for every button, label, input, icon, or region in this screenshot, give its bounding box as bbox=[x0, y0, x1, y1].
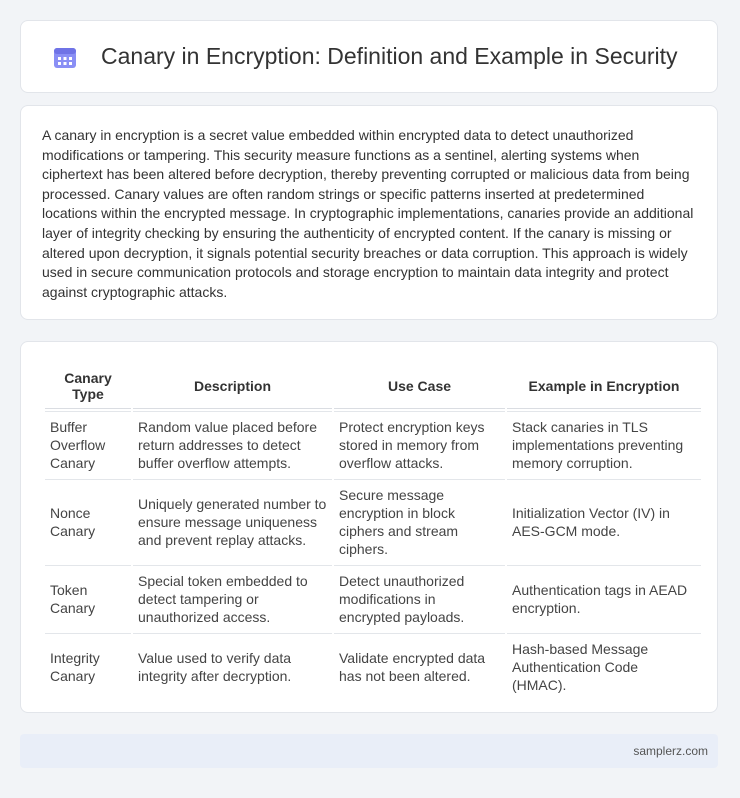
table-cell: Initialization Vector (IV) in AES-GCM mode. bbox=[507, 479, 701, 563]
table-row bbox=[45, 479, 701, 563]
canary-table bbox=[43, 362, 703, 701]
table-row bbox=[45, 565, 701, 631]
table-cell: Token Canary bbox=[45, 565, 131, 631]
table-cell: Authentication tags in AEAD encryption. bbox=[507, 565, 701, 631]
table-cell: Special token embedded to detect tampering or unauthorized access. bbox=[133, 565, 332, 631]
table-cell: Validate encrypted data has not been altered. bbox=[334, 633, 505, 699]
table-card bbox=[20, 341, 718, 713]
table-header-row bbox=[45, 364, 701, 409]
intro-card bbox=[20, 105, 718, 320]
table-cell: Secure message encryption in block ciphers and stream ciphers. bbox=[334, 479, 505, 563]
table-cell: Hash-based Message Authentication Code (HMAC). bbox=[507, 633, 701, 699]
table-cell: Stack canaries in TLS implementations preventing memory corruption. bbox=[507, 411, 701, 477]
table-cell: Integrity Canary bbox=[45, 633, 131, 699]
column-header: Use Case bbox=[334, 364, 505, 409]
table-cell: Nonce Canary bbox=[45, 479, 131, 563]
table-row bbox=[45, 411, 701, 477]
table-cell: Detect unauthorized modifications in encrypted payloads. bbox=[334, 565, 505, 631]
table-cell: Protect encryption keys stored in memory from overflow attacks. bbox=[334, 411, 505, 477]
table-cell: Buffer Overflow Canary bbox=[45, 411, 131, 477]
header-card bbox=[20, 20, 718, 93]
calendar-grid-icon bbox=[53, 47, 77, 69]
column-header: Canary Type bbox=[45, 364, 131, 409]
table-cell: Value used to verify data integrity after decryption. bbox=[133, 633, 332, 699]
footer-site-link[interactable]: samplerz.com bbox=[633, 744, 708, 758]
table-row bbox=[45, 633, 701, 699]
column-header: Description bbox=[133, 364, 332, 409]
page-title: Canary in Encryption: Definition and Example in Security bbox=[101, 43, 678, 69]
table-cell: Random value placed before return addresses to detect buffer overflow attempts. bbox=[133, 411, 332, 477]
table-cell: Uniquely generated number to ensure message uniqueness and prevent replay attacks. bbox=[133, 479, 332, 563]
intro-paragraph: A canary in encryption is a secret value embedded within encrypted data to detect unauthorized modifications or tampering. This security measure functions as a sentinel, alerting systems when ciphertext has been altered before decryption, thereby preventing corrupted or malicious data from being processed. Canary values are often random strings or specific patterns inserted at predetermined locations within the encrypted message. In cryptographic implementations, canaries provide an additional layer of integrity checking by ensuring the authenticity of encrypted content. If the canary is missing or altered upon decryption, it signals potential security breaches or data corruption. This approach is widely used in secure communication protocols and storage encryption to maintain data integrity and protect against cryptographic attacks. bbox=[42, 127, 694, 300]
column-header: Example in Encryption bbox=[507, 364, 701, 409]
footer-bar bbox=[20, 734, 718, 768]
